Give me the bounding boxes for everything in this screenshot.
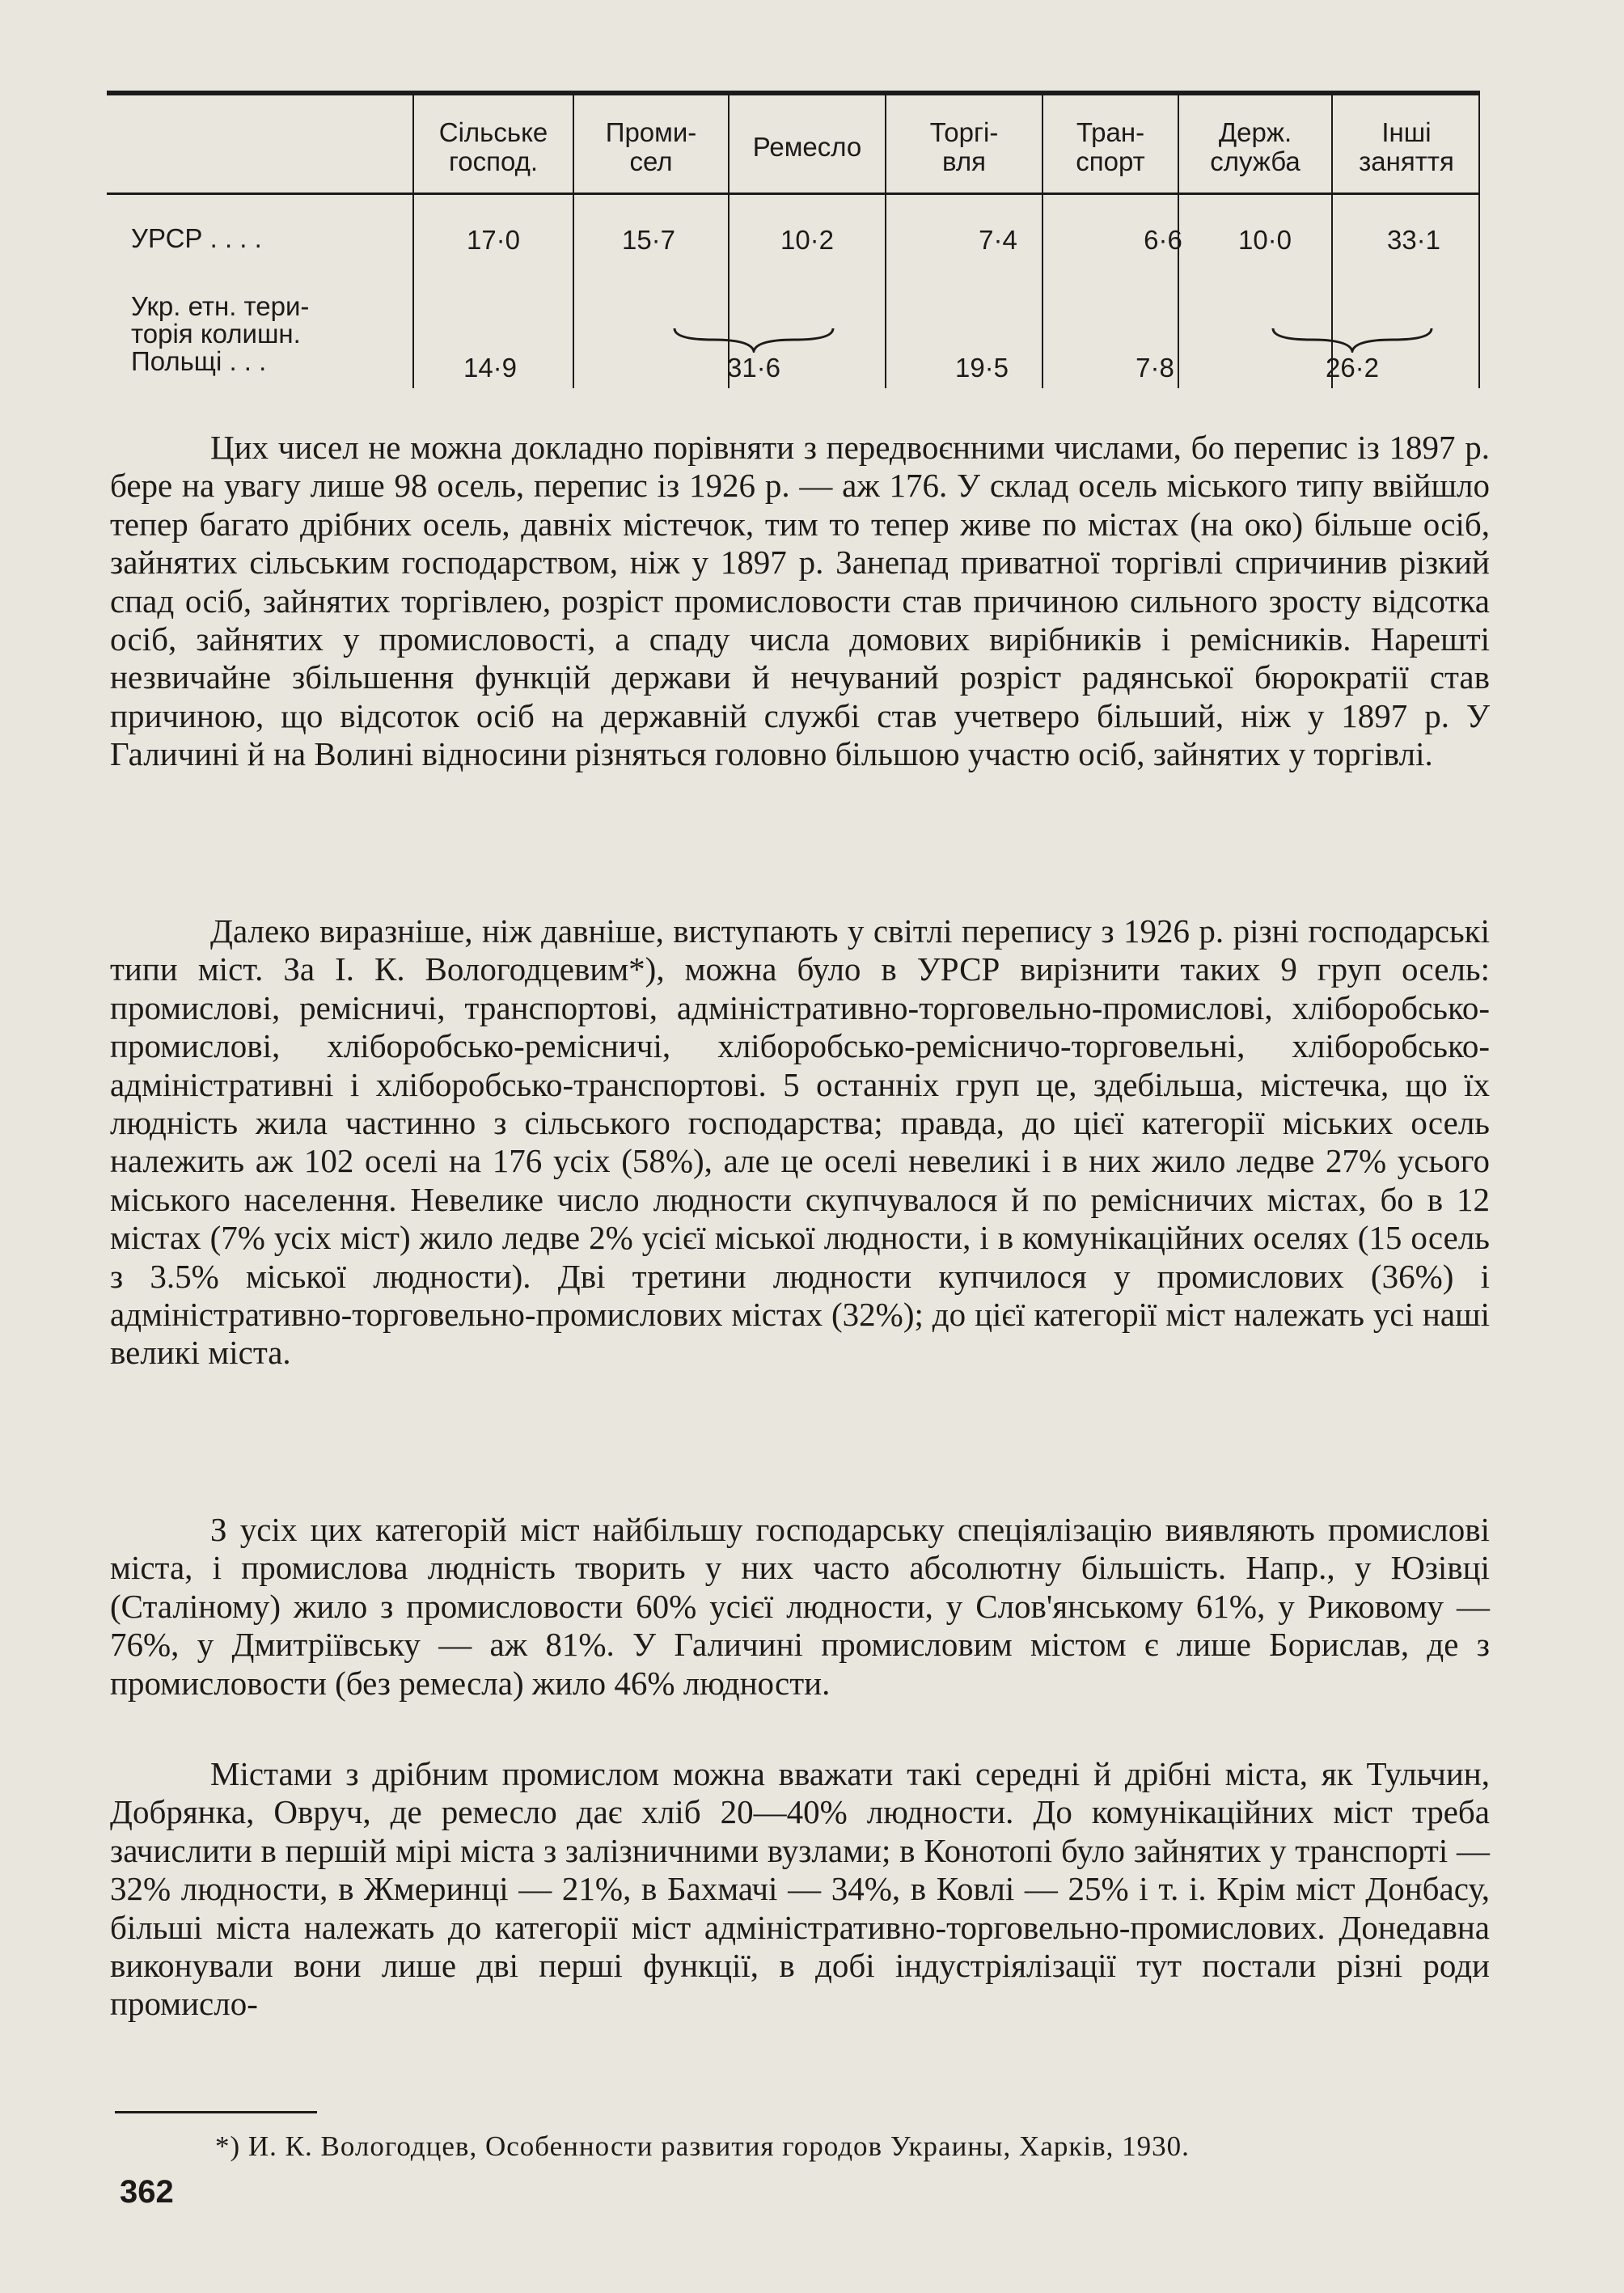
table-cell: 7·4 — [979, 225, 1017, 255]
header-state-service: Держ. служба — [1210, 117, 1300, 176]
row-label-ursr: УРСР . . . . — [131, 223, 262, 253]
header-transport: Тран- спорт — [1076, 117, 1145, 176]
occupation-table — [107, 91, 1480, 388]
header-other-occupations: Інші заняття — [1359, 117, 1454, 176]
paragraph: Далеко виразніше, ніж давніше, виступають у світлі перепису з 1926 р. різні господарські типи міст. За І. К. Вологодцевим*), можна було в УРСР вирізнити таких 9 груп осель: промислові, ремісничі, транспортові, адміністративно-торговельно-промислові, хліборобсько-промислові, хліборобсько-ремісничі, хліборобсько-ремісничо-торговельні, хліборобсько-адміністративні і хліборобсько-транспортові. 5 останніх груп це, здебільша, містечка, що їх людність жила частинно з сільського господарства; правда, до цієї категорії міських осель належить аж 102 оселі на 176 усіх (58%), але це оселі невеликі і в них жило ледве 27% усього міського населення. Невелике число людности скупчувалося й по ремісничих містах, бо в 12 містах (7% усіх міст) жило ледве 2% усієї міської людности, і в комунікаційних оселях (15 осель з 3.5% міської людности). Дві третини людности купчилося у промислових (36%) і адміністративно-торговельно-промислових містах (32%); до цієї категорії міст належать усі наші великі міста. — [110, 912, 1490, 1372]
header-industry: Проми- сел — [605, 117, 697, 176]
row-label-former-poland: Укр. етн. тери- торія колишн. Польщі . . . — [131, 291, 310, 376]
footnote-divider — [115, 2111, 317, 2113]
brace-icon — [673, 327, 835, 353]
column-rule — [412, 95, 414, 388]
table-cell: 19·5 — [954, 353, 1009, 383]
paragraph: Містами з дрібним промислом можна вважати такі середні й дрібні міста, як Тульчин, Добрянка, Овруч, де ремесло дає хліб 20—40% людности. До комунікаційних міст треба зачислити в першій мірі міста з залізничними вузлами; в Конотопі було зайнятих у транспорті — 32% людности, в Жмеринці — 21%, в Бахмачі — 34%, в Ковлі — 25% і т. і. Крім міст Донбасу, більші міста належать до категорії міст адміністративно-торговельно-промислових. Донедавна виконували вони лише дві перші функції, в добі індустріялізації тут постали різні роди промисло- — [110, 1755, 1490, 2023]
header-crafts: Ремесло — [752, 132, 862, 162]
column-rule — [885, 95, 886, 388]
table-cell: 14·9 — [463, 353, 518, 383]
table-cell: 17·0 — [466, 225, 521, 255]
table-cell: 26·2 — [1325, 353, 1380, 383]
column-rule — [573, 95, 574, 388]
table-cell: 31·6 — [726, 353, 781, 383]
table-cell: 6·6 — [1144, 225, 1182, 255]
header-trade: Торгі- вля — [929, 117, 999, 176]
table-cell: 10·0 — [1237, 225, 1292, 255]
header-agriculture: Сільське господ. — [438, 117, 548, 176]
column-rule — [1478, 95, 1480, 388]
table-cell: 7·8 — [1136, 353, 1174, 383]
paragraph: З усіх цих категорій міст найбільшу господарську спеціялізацію виявляють промислові міста, і промислова людність творить у них часто абсолютну більшість. Напр., у Юзівці (Сталіному) жило з промисловости 60% усієї людности, у Слов'янському 61%, у Риковому — 76%, у Дмитріївську — аж 81%. У Галичині промисловим містом є лише Борислав, де з промисловости (без ремесла) жило 46% людности. — [110, 1511, 1490, 1702]
paragraph: Цих чисел не можна докладно порівняти з передвоєнними числами, бо перепис із 1897 р. бере на увагу лише 98 осель, перепис із 1926 р. — аж 176. У склад осель міського типу ввійшло тепер багато дрібних осель, давніх містечок, тим то тепер живе по містах (на око) більше осіб, зайнятих сільським господарством, ніж у 1897 р. Занепад приватної торгівлі спричинив різкий спад осіб, зайнятих торгівлею, розріст промисловости став причиною сильного зросту відсотка осіб, зайнятих у промисловості, а спаду числа домових вирібників і ремісників. Нарешті незвичайне збільшення функцій держави й нечуваний розріст радянської бюрократії став причиною, що відсоток осіб на державній службі став учетверо більший, ніж у 1897 р. У Галичині й на Волині відносини різняться головно більшою участю осіб, зайнятих у торгівлі. — [110, 429, 1490, 773]
brace-icon — [1271, 327, 1433, 353]
table-cell: 10·2 — [780, 225, 835, 255]
page-number: 362 — [120, 2174, 174, 2210]
footnote: *) И. К. Вологодцев, Особенности развития городов Украины, Харків, 1930. — [215, 2130, 1190, 2162]
table-header-row — [107, 95, 1480, 195]
table-cell: 15·7 — [621, 225, 676, 255]
table-cell: 33·1 — [1386, 225, 1441, 255]
